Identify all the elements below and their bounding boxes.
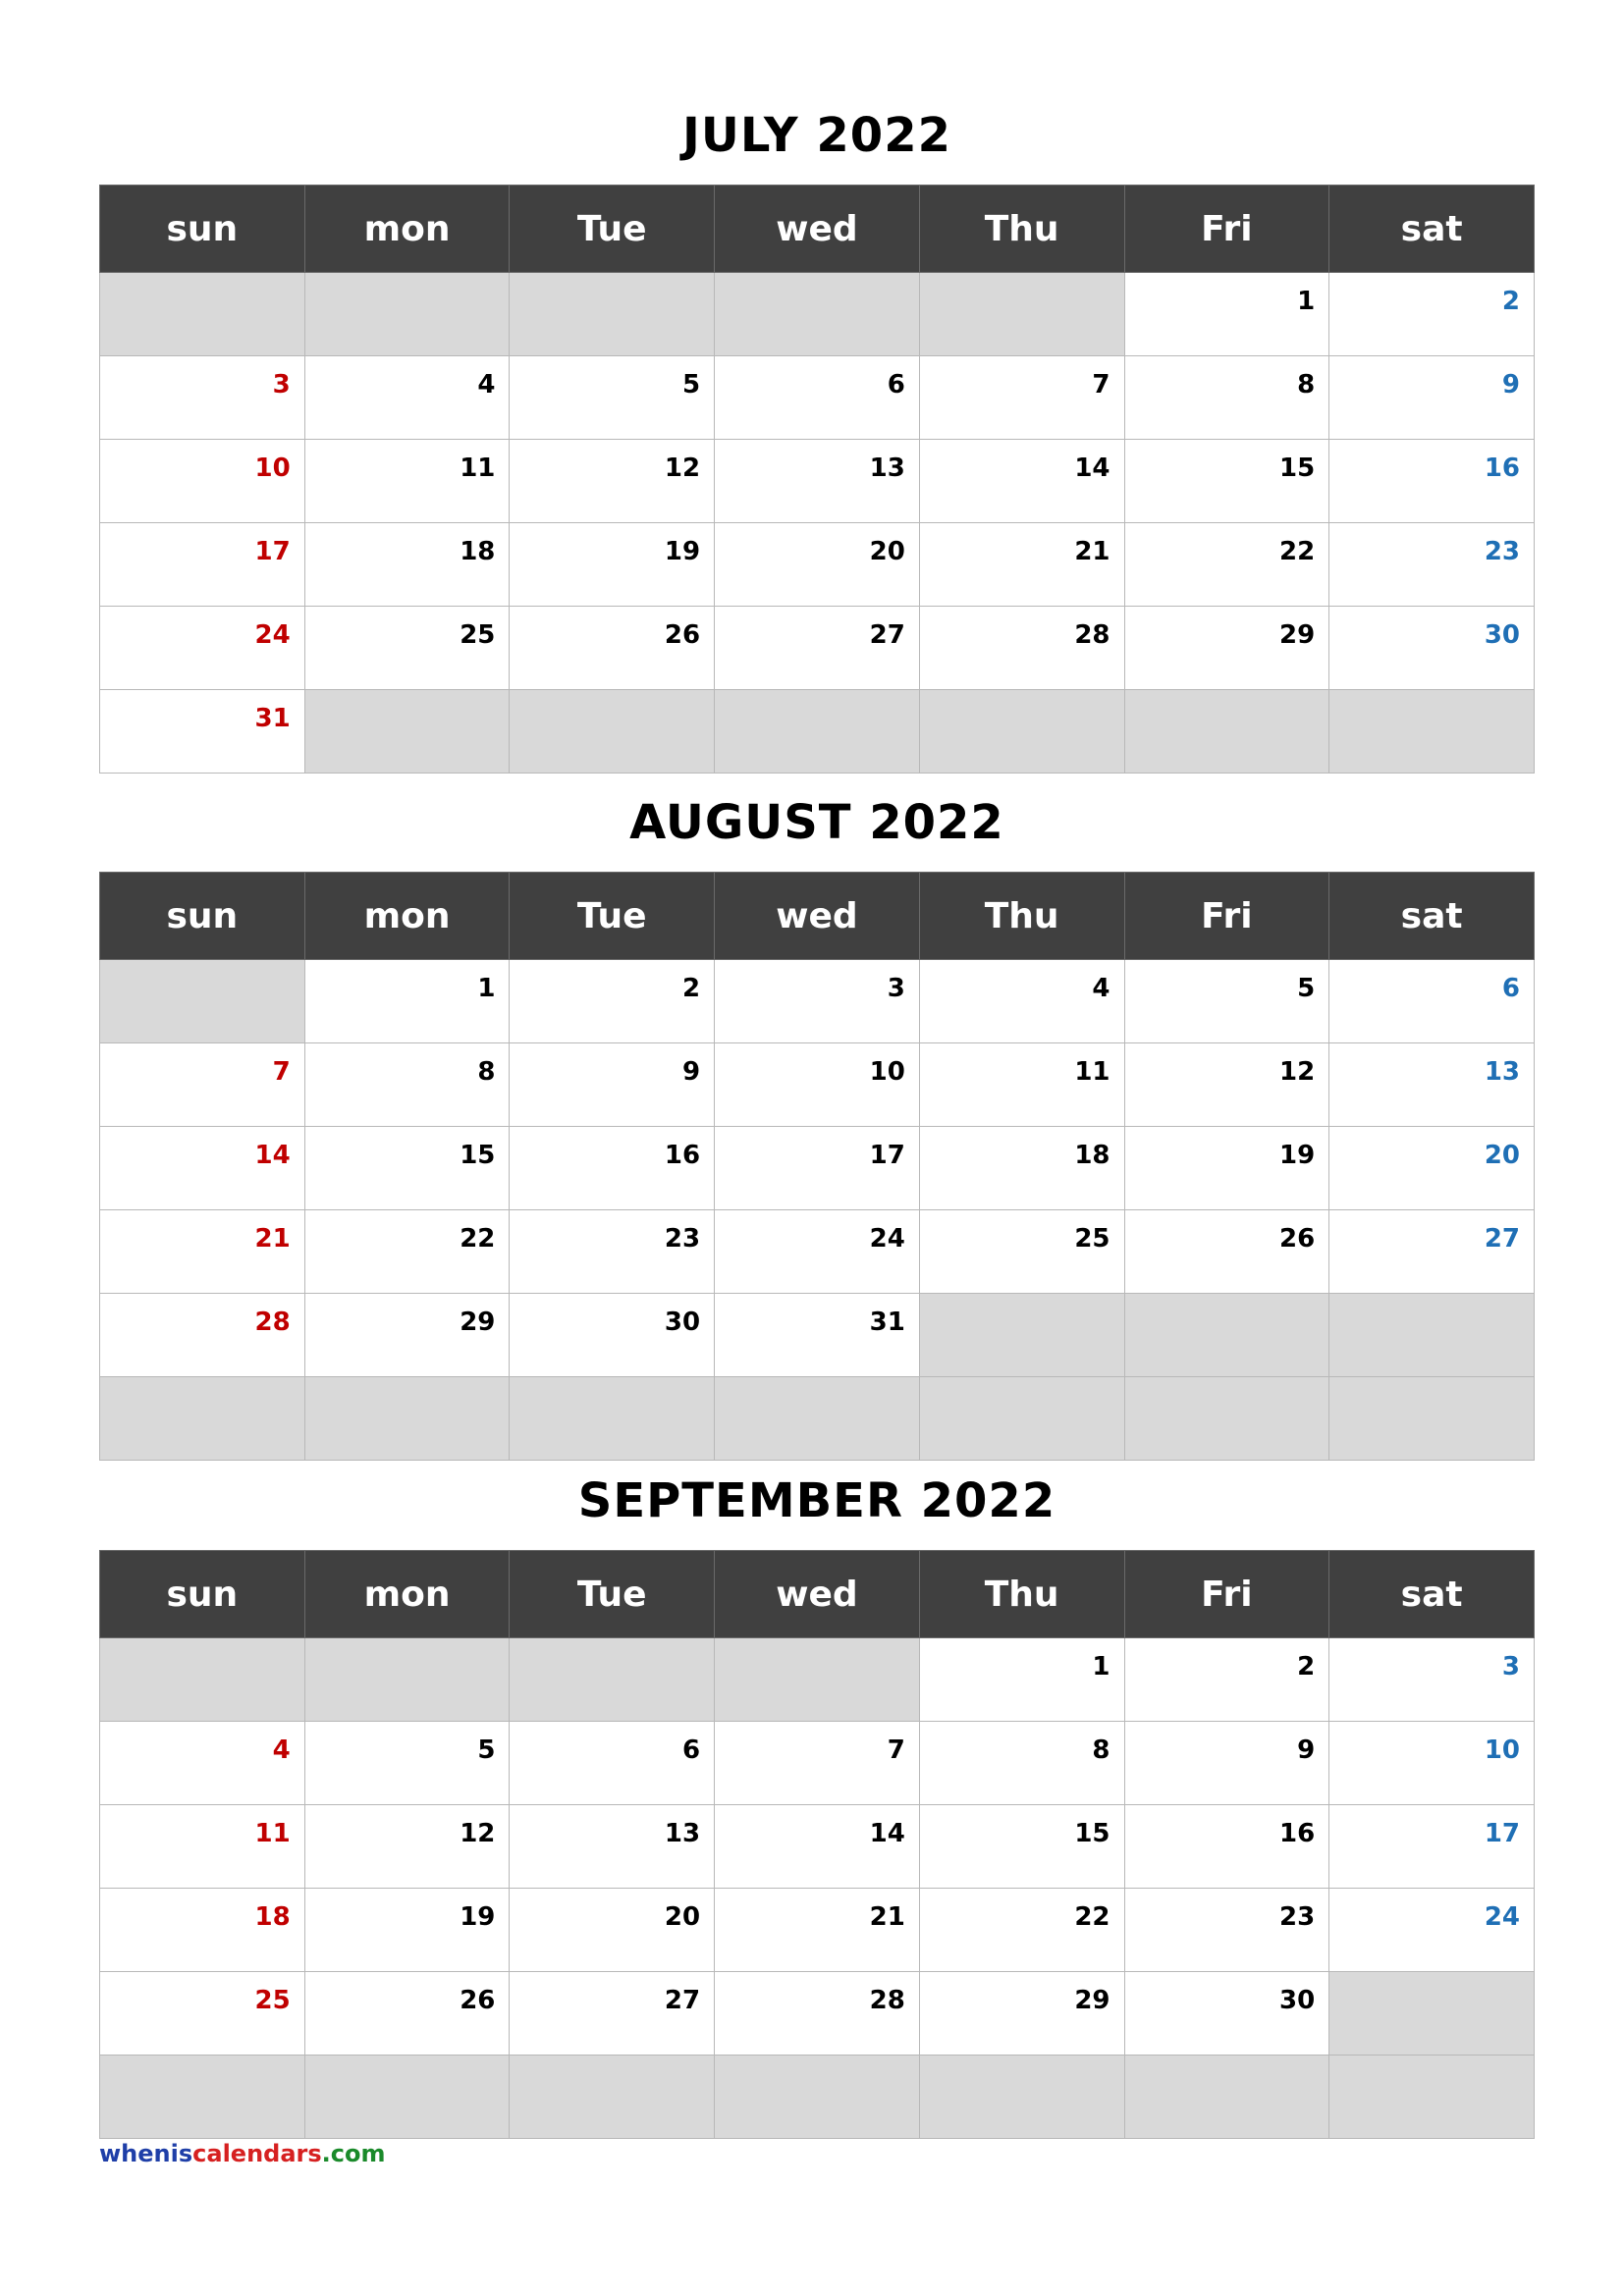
- day-cell: 29: [304, 1294, 510, 1377]
- day-cell: 21: [100, 1210, 305, 1294]
- day-cell: [304, 1638, 510, 1722]
- day-cell: [510, 1377, 715, 1461]
- weekday-header-row: [100, 873, 1535, 960]
- day-cell: 15: [1124, 440, 1329, 523]
- day-cell: 20: [510, 1889, 715, 1972]
- day-cell: [715, 2056, 920, 2139]
- day-cell: 31: [100, 690, 305, 774]
- day-cell: [715, 1377, 920, 1461]
- day-cell: 20: [715, 523, 920, 607]
- day-cell: 4: [304, 356, 510, 440]
- day-cell: [100, 960, 305, 1043]
- day-cell: [1329, 1972, 1535, 2056]
- day-cell: 7: [919, 356, 1124, 440]
- day-cell: 23: [1124, 1889, 1329, 1972]
- day-cell: 3: [100, 356, 305, 440]
- day-cell: 13: [510, 1805, 715, 1889]
- week-row: [100, 960, 1535, 1043]
- weekday-thu: Thu: [919, 1551, 1124, 1638]
- day-cell: [919, 690, 1124, 774]
- day-cell: 18: [304, 523, 510, 607]
- day-cell: 7: [100, 1043, 305, 1127]
- day-cell: 11: [304, 440, 510, 523]
- day-cell: [304, 2056, 510, 2139]
- week-row: [100, 690, 1535, 774]
- week-row: [100, 523, 1535, 607]
- day-cell: 9: [510, 1043, 715, 1127]
- weekday-mon: mon: [304, 1551, 510, 1638]
- day-cell: [510, 273, 715, 356]
- day-cell: [100, 1377, 305, 1461]
- day-cell: 1: [1124, 273, 1329, 356]
- day-cell: 2: [1329, 273, 1535, 356]
- month-title: JULY 2022: [681, 108, 951, 163]
- week-row: [100, 1889, 1535, 1972]
- day-cell: [919, 2056, 1124, 2139]
- calendar-grid: [99, 872, 1535, 1461]
- day-cell: 17: [1329, 1805, 1535, 1889]
- week-row: [100, 1127, 1535, 1210]
- day-cell: [1124, 690, 1329, 774]
- day-cell: 19: [510, 523, 715, 607]
- day-cell: 15: [304, 1127, 510, 1210]
- weekday-tue: Tue: [510, 186, 715, 273]
- weekday-sun: sun: [100, 1551, 305, 1638]
- weekday-fri: Fri: [1124, 1551, 1329, 1638]
- day-cell: 16: [510, 1127, 715, 1210]
- day-cell: 4: [100, 1722, 305, 1805]
- day-cell: 3: [715, 960, 920, 1043]
- day-cell: 11: [100, 1805, 305, 1889]
- weekday-sat: sat: [1329, 1551, 1535, 1638]
- month-july: [99, 108, 1535, 733]
- day-cell: 25: [100, 1972, 305, 2056]
- day-cell: [715, 273, 920, 356]
- day-cell: 26: [510, 607, 715, 690]
- day-cell: 17: [715, 1127, 920, 1210]
- footer-brand[interactable]: [99, 2140, 386, 2167]
- day-cell: 4: [919, 960, 1124, 1043]
- day-cell: 30: [1329, 607, 1535, 690]
- day-cell: [510, 690, 715, 774]
- day-cell: 20: [1329, 1127, 1535, 1210]
- day-cell: 28: [100, 1294, 305, 1377]
- weekday-header-row: [100, 1551, 1535, 1638]
- month-september: [99, 1473, 1535, 2015]
- day-cell: 16: [1124, 1805, 1329, 1889]
- day-cell: 17: [100, 523, 305, 607]
- footer-brand-part2: calendars: [192, 2140, 322, 2167]
- day-cell: 8: [1124, 356, 1329, 440]
- day-cell: 14: [100, 1127, 305, 1210]
- day-cell: [715, 1638, 920, 1722]
- day-cell: 21: [715, 1889, 920, 1972]
- day-cell: 12: [510, 440, 715, 523]
- day-cell: 6: [715, 356, 920, 440]
- day-cell: 18: [919, 1127, 1124, 1210]
- day-cell: [304, 273, 510, 356]
- day-cell: 24: [100, 607, 305, 690]
- day-cell: [304, 690, 510, 774]
- week-row: [100, 440, 1535, 523]
- weekday-thu: Thu: [919, 186, 1124, 273]
- day-cell: [100, 1638, 305, 1722]
- day-cell: 14: [919, 440, 1124, 523]
- day-cell: 31: [715, 1294, 920, 1377]
- day-cell: 22: [304, 1210, 510, 1294]
- week-row: [100, 1210, 1535, 1294]
- day-cell: 30: [1124, 1972, 1329, 2056]
- day-cell: 28: [919, 607, 1124, 690]
- day-cell: 28: [715, 1972, 920, 2056]
- day-cell: 23: [510, 1210, 715, 1294]
- day-cell: 10: [1329, 1722, 1535, 1805]
- week-row: [100, 607, 1535, 690]
- day-cell: 9: [1124, 1722, 1329, 1805]
- calendar-grid: [99, 1550, 1535, 2139]
- day-cell: 7: [715, 1722, 920, 1805]
- day-cell: 11: [919, 1043, 1124, 1127]
- day-cell: 3: [1329, 1638, 1535, 1722]
- day-cell: [510, 1638, 715, 1722]
- day-cell: [1124, 1294, 1329, 1377]
- day-cell: [1124, 2056, 1329, 2139]
- day-cell: 21: [919, 523, 1124, 607]
- day-cell: 5: [1124, 960, 1329, 1043]
- week-row: [100, 2056, 1535, 2139]
- day-cell: 16: [1329, 440, 1535, 523]
- day-cell: 5: [510, 356, 715, 440]
- day-cell: 22: [1124, 523, 1329, 607]
- weekday-fri: Fri: [1124, 186, 1329, 273]
- day-cell: 26: [304, 1972, 510, 2056]
- calendar-grid: [99, 185, 1535, 774]
- weekday-tue: Tue: [510, 873, 715, 960]
- day-cell: 29: [1124, 607, 1329, 690]
- day-cell: 1: [919, 1638, 1124, 1722]
- day-cell: 25: [304, 607, 510, 690]
- day-cell: 5: [304, 1722, 510, 1805]
- day-cell: 19: [1124, 1127, 1329, 1210]
- day-cell: 15: [919, 1805, 1124, 1889]
- day-cell: [100, 2056, 305, 2139]
- day-cell: 13: [1329, 1043, 1535, 1127]
- day-cell: 1: [304, 960, 510, 1043]
- day-cell: 27: [1329, 1210, 1535, 1294]
- week-row: [100, 1972, 1535, 2056]
- month-title: AUGUST 2022: [629, 795, 1004, 850]
- day-cell: 26: [1124, 1210, 1329, 1294]
- weekday-sun: sun: [100, 186, 305, 273]
- day-cell: [510, 2056, 715, 2139]
- day-cell: [1329, 2056, 1535, 2139]
- week-row: [100, 356, 1535, 440]
- day-cell: 6: [510, 1722, 715, 1805]
- week-row: [100, 273, 1535, 356]
- weekday-mon: mon: [304, 873, 510, 960]
- weekday-header-row: [100, 186, 1535, 273]
- weekday-tue: Tue: [510, 1551, 715, 1638]
- day-cell: [919, 1294, 1124, 1377]
- day-cell: 24: [715, 1210, 920, 1294]
- day-cell: [1124, 1377, 1329, 1461]
- day-cell: 12: [304, 1805, 510, 1889]
- footer-brand-part3: .com: [321, 2140, 386, 2167]
- week-row: [100, 1377, 1535, 1461]
- day-cell: 25: [919, 1210, 1124, 1294]
- day-cell: 13: [715, 440, 920, 523]
- month-title: SEPTEMBER 2022: [577, 1473, 1056, 1528]
- day-cell: 22: [919, 1889, 1124, 1972]
- day-cell: [1329, 690, 1535, 774]
- day-cell: 8: [304, 1043, 510, 1127]
- weekday-thu: Thu: [919, 873, 1124, 960]
- day-cell: [1329, 1294, 1535, 1377]
- weekday-sat: sat: [1329, 186, 1535, 273]
- weekday-sun: sun: [100, 873, 305, 960]
- day-cell: 8: [919, 1722, 1124, 1805]
- week-row: [100, 1805, 1535, 1889]
- weekday-fri: Fri: [1124, 873, 1329, 960]
- day-cell: 2: [1124, 1638, 1329, 1722]
- day-cell: 10: [100, 440, 305, 523]
- day-cell: 24: [1329, 1889, 1535, 1972]
- day-cell: 6: [1329, 960, 1535, 1043]
- day-cell: 18: [100, 1889, 305, 1972]
- month-august: [99, 795, 1535, 1337]
- day-cell: 27: [715, 607, 920, 690]
- day-cell: [715, 690, 920, 774]
- day-cell: 23: [1329, 523, 1535, 607]
- footer-brand-part1: whenis: [99, 2140, 193, 2167]
- weekday-wed: wed: [715, 873, 920, 960]
- day-cell: 29: [919, 1972, 1124, 2056]
- day-cell: 9: [1329, 356, 1535, 440]
- day-cell: [304, 1377, 510, 1461]
- day-cell: 30: [510, 1294, 715, 1377]
- day-cell: [1329, 1377, 1535, 1461]
- week-row: [100, 1043, 1535, 1127]
- weekday-sat: sat: [1329, 873, 1535, 960]
- week-row: [100, 1294, 1535, 1377]
- day-cell: 12: [1124, 1043, 1329, 1127]
- weekday-wed: wed: [715, 186, 920, 273]
- week-row: [100, 1638, 1535, 1722]
- day-cell: [100, 273, 305, 356]
- week-row: [100, 1722, 1535, 1805]
- day-cell: 14: [715, 1805, 920, 1889]
- weekday-mon: mon: [304, 186, 510, 273]
- day-cell: [919, 273, 1124, 356]
- day-cell: 2: [510, 960, 715, 1043]
- day-cell: 19: [304, 1889, 510, 1972]
- day-cell: [919, 1377, 1124, 1461]
- day-cell: 10: [715, 1043, 920, 1127]
- weekday-wed: wed: [715, 1551, 920, 1638]
- day-cell: 27: [510, 1972, 715, 2056]
